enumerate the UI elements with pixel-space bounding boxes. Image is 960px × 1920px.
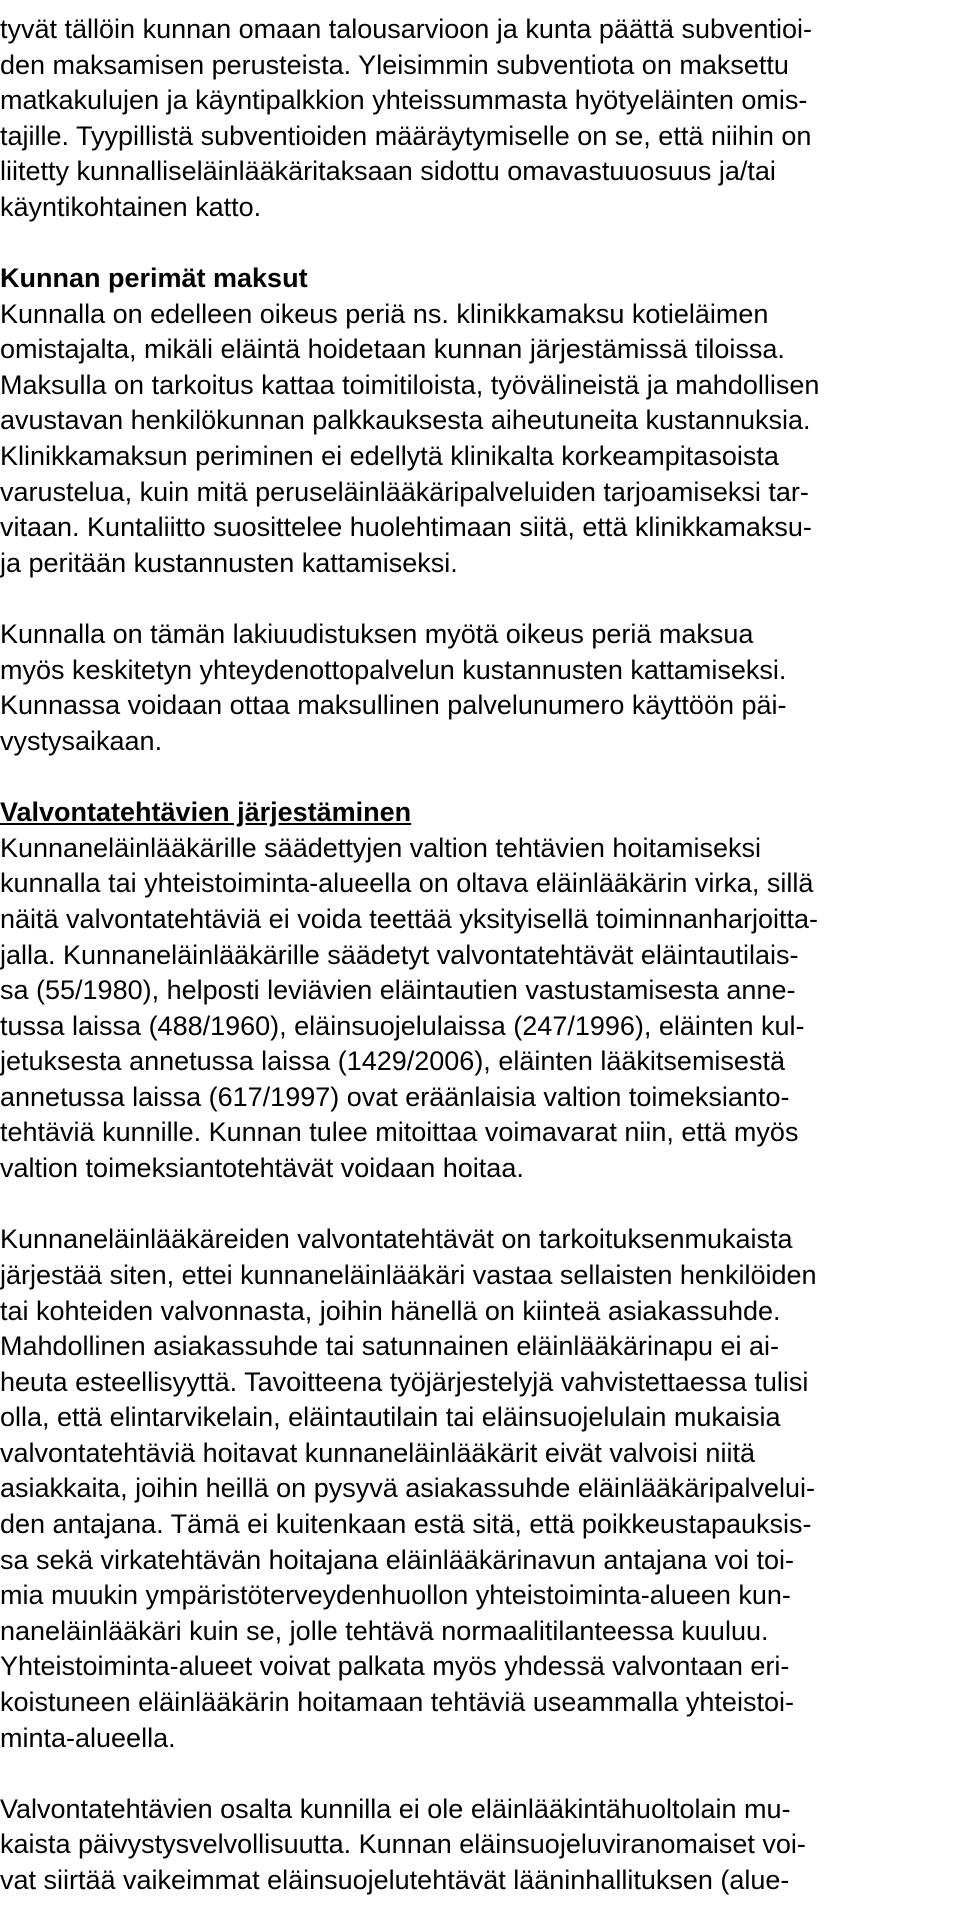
text-line: varustelua, kuin mitä peruseläinlääkäripalveluiden tarjoamiseksi tar- <box>0 477 809 507</box>
text-line: Valvontatehtävien osalta kunnilla ei ole eläinlääkintähuoltolain mu- <box>0 1794 791 1824</box>
text-line: den antajana. Tämä ei kuitenkaan estä sitä, että poikkeustapauksis- <box>0 1509 812 1539</box>
text-line: valtion toimeksiantotehtävät voidaan hoitaa. <box>0 1153 524 1183</box>
text-line: vystysaikaan. <box>0 726 163 756</box>
text-line: Maksulla on tarkoitus kattaa toimitiloista, työvälineistä ja mahdollisen <box>0 370 820 400</box>
text-line: liitetty kunnalliseläinlääkäritaksaan sidottu omavastuuosuus ja/tai <box>0 156 776 186</box>
text-line: Yhteistoiminta-alueet voivat palkata myös yhdessä valvontaan eri- <box>0 1651 790 1681</box>
text-line: minta-alueella. <box>0 1723 176 1753</box>
text-line: matkakulujen ja käyntipalkkion yhteissummasta hyötyeläinten omis- <box>0 85 808 115</box>
text-line: myös keskitetyn yhteydenottopalvelun kustannusten kattamiseksi. <box>0 655 787 685</box>
text-line: vat siirtää vaikeimmat eläinsuojelutehtävät lääninhallituksen (alue- <box>0 1865 790 1895</box>
text-line: tai kohteiden valvonnasta, joihin hänellä on kiinteä asiakassuhde. <box>0 1296 781 1326</box>
text-line: Kunnalla on edelleen oikeus periä ns. klinikkamaksu kotieläimen <box>0 299 769 329</box>
text-line: omistajalta, mikäli eläintä hoidetaan kunnan järjestämissä tiloissa. <box>0 334 785 364</box>
text-line: sa sekä virkatehtävän hoitajana eläinlääkärinavun antajana voi toi- <box>0 1545 795 1575</box>
text-line: Kunnaneläinlääkärille säädettyjen valtion tehtävien hoitamiseksi <box>0 833 761 863</box>
text-line: Klinikkamaksun periminen ei edellytä klinikalta korkeampitasoista <box>0 441 779 471</box>
text-line: järjestää siten, ettei kunnaneläinlääkäri vastaa sellaisten henkilöiden <box>0 1260 817 1290</box>
text-line: valvontatehtäviä hoitavat kunnaneläinlääkärit eivät valvoisi niitä <box>0 1438 755 1468</box>
text-line: koistuneen eläinlääkärin hoitamaan tehtäviä useammalla yhteistoi- <box>0 1687 794 1717</box>
text-line: avustavan henkilökunnan palkkauksesta aiheutuneita kustannuksia. <box>0 405 811 435</box>
text-line: Mahdollinen asiakassuhde tai satunnainen eläinlääkärinapu ei ai- <box>0 1331 780 1361</box>
text-line: tyvät tällöin kunnan omaan talousarvioon ja kunta päättä subventioi- <box>0 14 813 44</box>
text-line: annetussa laissa (617/1997) ovat eräänlaisia valtion toimeksianto- <box>0 1082 790 1112</box>
text-line: jalla. Kunnaneläinlääkärille säädetyt valvontatehtävät eläintautilais- <box>0 940 799 970</box>
text-line: ja peritään kustannusten kattamiseksi. <box>0 548 458 578</box>
text-line: mia muukin ympäristöterveydenhuollon yhteistoiminta-alueen kun- <box>0 1580 791 1610</box>
text-line: olla, että elintarvikelain, eläintautilain tai eläinsuojelulain mukaisia <box>0 1402 781 1432</box>
text-line: sa (55/1980), helposti leviävien eläintautien vastustamisesta anne- <box>0 975 796 1005</box>
section-heading: Valvontatehtävien järjestäminen <box>0 797 412 827</box>
text-line: tajille. Tyypillistä subventioiden määräytymiselle on se, että niihin on <box>0 121 812 151</box>
section-heading: Kunnan perimät maksut <box>0 263 308 293</box>
text-line: kaista päivystysvelvollisuutta. Kunnan eläinsuojeluviranomaiset voi- <box>0 1829 806 1859</box>
text-line: asiakkaita, joihin heillä on pysyvä asiakassuhde eläinlääkäripalvelui- <box>0 1473 815 1503</box>
text-line: den maksamisen perusteista. Yleisimmin subventiota on maksettu <box>0 50 789 80</box>
text-line: käyntikohtainen katto. <box>0 192 262 222</box>
text-line: vitaan. Kuntaliitto suosittelee huolehtimaan siitä, että klinikkamaksu- <box>0 512 812 542</box>
text-line: kunnalla tai yhteistoiminta-alueella on oltava eläinlääkärin virka, sillä <box>0 868 814 898</box>
text-line: Kunnaneläinlääkäreiden valvontatehtävät on tarkoituksenmukaista <box>0 1224 793 1254</box>
text-line: heuta esteellisyyttä. Tavoitteena työjärjestelyjä vahvistettaessa tulisi <box>0 1367 809 1397</box>
text-line: jetuksesta annetussa laissa (1429/2006), eläinten lääkitsemisestä <box>0 1046 785 1076</box>
text-line: näitä valvontatehtäviä ei voida teettää yksityisellä toiminnanharjoitta- <box>0 904 818 934</box>
text-line: Kunnalla on tämän lakiuudistuksen myötä oikeus periä maksua <box>0 619 754 649</box>
text-line: tehtäviä kunnille. Kunnan tulee mitoittaa voimavarat niin, että myös <box>0 1117 799 1147</box>
text-line: naneläinlääkäri kuin se, jolle tehtävä normaalitilanteessa kuuluu. <box>0 1616 769 1646</box>
text-line: Kunnassa voidaan ottaa maksullinen palvelunumero käyttöön päi- <box>0 690 787 720</box>
text-line: tussa laissa (488/1960), eläinsuojelulaissa (247/1996), eläinten kul- <box>0 1011 805 1041</box>
